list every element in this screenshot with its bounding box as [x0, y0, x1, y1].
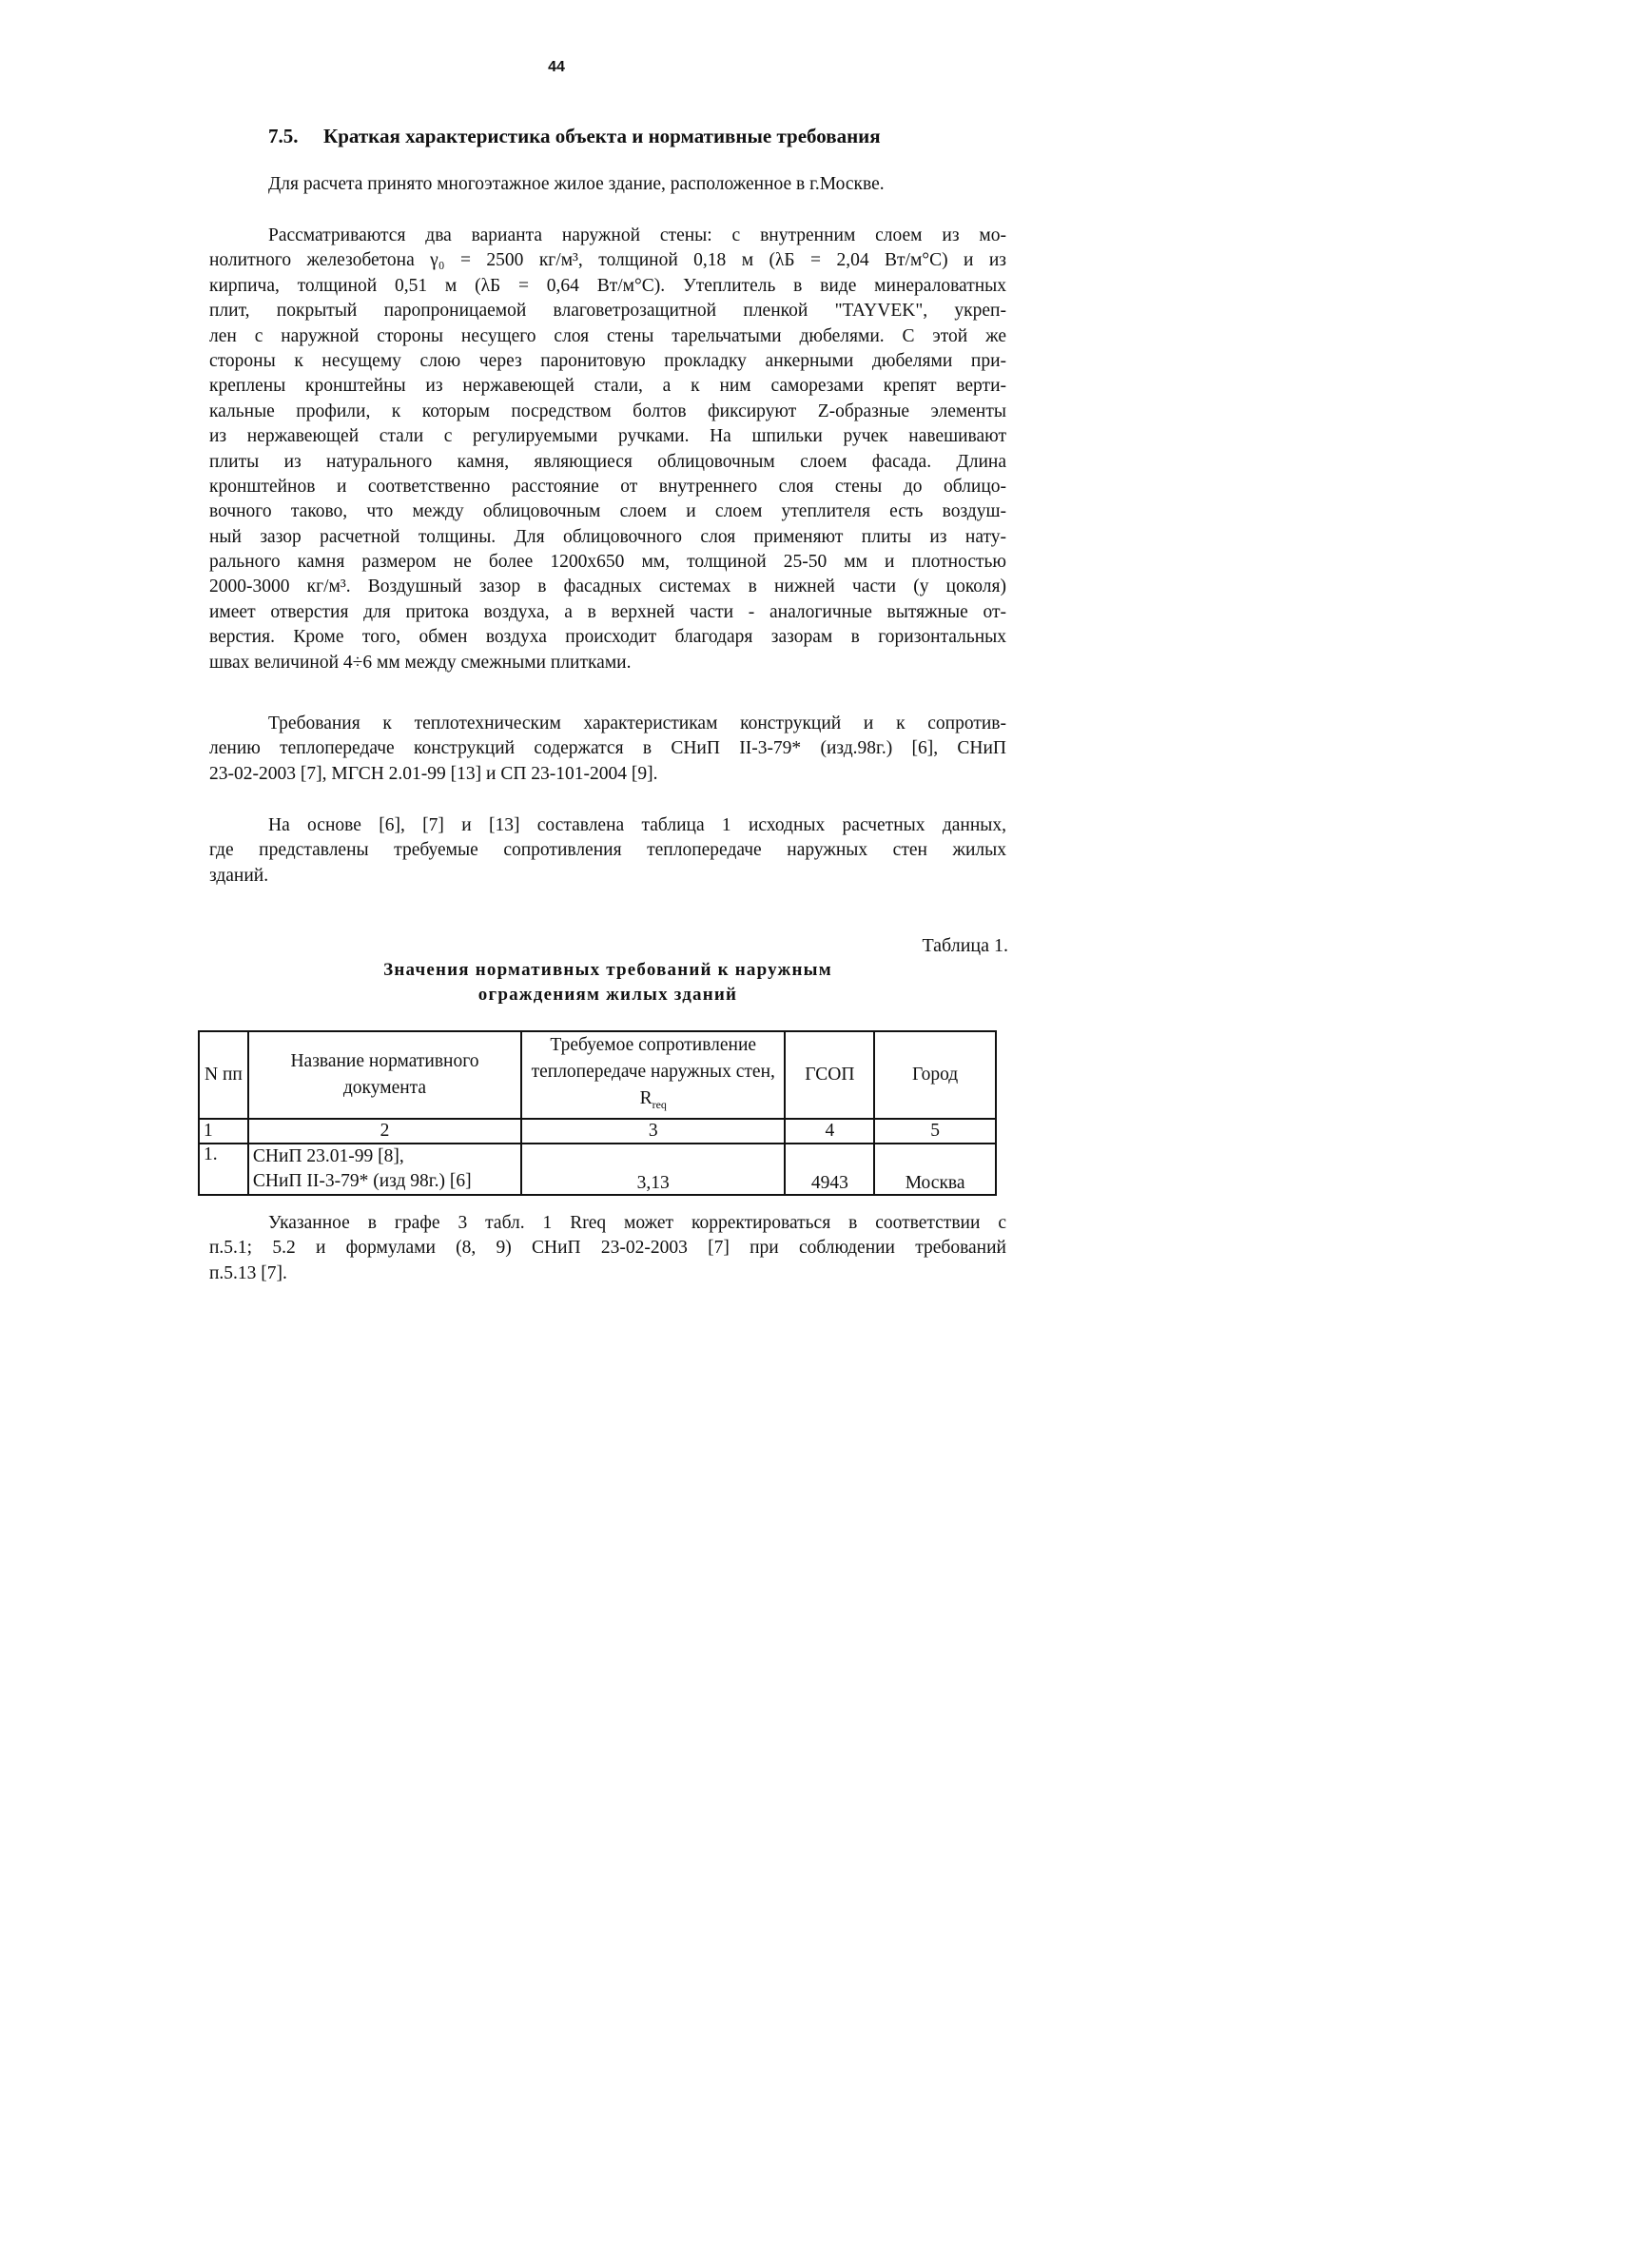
- table-header-row: [199, 1031, 996, 1119]
- description-line: имеет отверстия для притока воздуха, а в верхней части - аналогичные вытяжные от-: [209, 601, 1006, 622]
- table-colnum-row: [199, 1119, 996, 1144]
- description-line: Рассматриваются два варианта наружной стены: с внутренним слоем из мо-: [268, 225, 1006, 245]
- header-n: N пп: [199, 1031, 248, 1119]
- colnum-cell: 5: [874, 1119, 996, 1144]
- header-resistance-sub: req: [652, 1097, 667, 1111]
- colnum-cell: 2: [248, 1119, 521, 1144]
- page-number: 44: [548, 59, 565, 75]
- section-number: 7.5.: [268, 125, 299, 147]
- table-title-line: ограждениям жилых зданий: [477, 985, 738, 1005]
- row-city: Москва: [874, 1144, 996, 1195]
- intro-line: Для расчета принято многоэтажное жилое здание, расположенное в г.Москве.: [268, 174, 885, 194]
- description-line: кирпича, толщиной 0,51 м (λБ = 0,64 Вт/м°С). Утеплитель в виде минераловатных: [209, 275, 1006, 296]
- description-line: нолитного железобетона γ₀ = 2500 кг/м³, толщиной 0,18 м (λБ = 2,04 Вт/м°С) и из: [209, 250, 1006, 271]
- requirements-line: 23-02-2003 [7], МГСН 2.01-99 [13] и СП 23-101-2004 [9].: [209, 763, 658, 784]
- row-document: [248, 1144, 521, 1195]
- description-line: кронштейнов и соответственно расстояние от внутреннего слоя стены до облицо-: [209, 476, 1006, 497]
- basis-line: где представлены требуемые сопротивления теплопередаче наружных стен жилых: [209, 840, 1006, 861]
- note-line: п.5.13 [7].: [209, 1262, 287, 1283]
- colnum-cell: 1: [199, 1119, 248, 1144]
- requirements-paragraph: [209, 712, 1006, 787]
- description-line: креплены кронштейны из нержавеющей стали, а к ним саморезами крепят верти-: [209, 376, 1006, 397]
- row-document-line: СНиП 23.01-99 [8],: [252, 1145, 404, 1166]
- description-line: ный зазор расчетной толщины. Для облицовочного слоя применяют плиты из нату-: [209, 526, 1006, 547]
- colnum-cell: 3: [521, 1119, 785, 1144]
- description-line: вочного таково, что между облицовочным слоем и слоем утеплителя есть воздуш-: [209, 501, 1006, 522]
- description-line: плиты из натурального камня, являющиеся облицовочным слоем фасада. Длина: [209, 451, 1006, 472]
- note-line: п.5.1; 5.2 и формулами (8, 9) СНиП 23-02-2003 [7] при соблюдении требований: [209, 1238, 1006, 1259]
- description-line: 2000-3000 кг/м³. Воздушный зазор в фасадных системах в нижней части (у цоколя): [209, 577, 1006, 597]
- table-number-label: Таблица 1.: [922, 935, 1008, 956]
- row-n: 1.: [199, 1144, 248, 1195]
- description-paragraph: [209, 224, 1006, 675]
- basis-line: На основе [6], [7] и [13] составлена таблица 1 исходных расчетных данных,: [268, 815, 1006, 835]
- description-line: кальные профили, к которым посредством болтов фиксируют Z-образные элементы: [209, 401, 1006, 421]
- row-document-line: СНиП II-3-79* (изд 98г.) [6]: [252, 1170, 472, 1191]
- description-line: швах величиной 4÷6 мм между смежными плитками.: [209, 652, 632, 673]
- table-row: [199, 1144, 996, 1195]
- table-title: [209, 958, 1006, 1007]
- intro-paragraph: [209, 172, 1006, 197]
- note-line: Указанное в графе 3 табл. 1 Rreq может корректироваться в соответствии с: [268, 1213, 1006, 1233]
- requirements-line: лению теплопередаче конструкций содержатся в СНиП II-3-79* (изд.98г.) [6], СНиП: [209, 738, 1006, 759]
- description-line: стороны к несущему слою через паронитовую прокладку анкерными дюбелями при-: [209, 350, 1006, 371]
- description-line: из нержавеющей стали с регулируемыми ручками. На шпильки ручек навешивают: [209, 426, 1006, 447]
- row-r-req: 3,13: [521, 1144, 785, 1195]
- table-title-line: Значения нормативных требований к наружным: [383, 960, 832, 980]
- basis-line: зданий.: [209, 865, 269, 886]
- requirements-line: Требования к теплотехническим характеристикам конструкций и к сопротив-: [268, 714, 1006, 733]
- note-paragraph: [209, 1211, 1006, 1286]
- header-city: Город: [874, 1031, 996, 1119]
- header-gsop: ГСОП: [785, 1031, 874, 1119]
- description-line: рального камня размером не более 1200х650 мм, толщиной 25-50 мм и плотностью: [209, 552, 1006, 573]
- header-resistance: [521, 1031, 785, 1119]
- header-resistance-text: Требуемое сопротивление теплопередаче наружных стен, R: [531, 1035, 775, 1108]
- row-gsop: 4943: [785, 1144, 874, 1195]
- basis-paragraph: [209, 813, 1006, 889]
- description-line: плит, покрытый паропроницаемой влаговетрозащитной пленкой "TAYVEK", укреп-: [209, 301, 1006, 322]
- section-heading: [268, 125, 881, 148]
- description-line: верстия. Кроме того, обмен воздуха происходит благодаря зазорам в горизонтальных: [209, 627, 1006, 648]
- header-document: Название нормативного документа: [248, 1031, 521, 1119]
- requirements-table: [198, 1030, 997, 1196]
- section-title: Краткая характеристика объекта и нормативные требования: [323, 125, 881, 147]
- description-line: лен с наружной стороны несущего слоя стены тарельчатыми дюбелями. С этой же: [209, 325, 1006, 346]
- colnum-cell: 4: [785, 1119, 874, 1144]
